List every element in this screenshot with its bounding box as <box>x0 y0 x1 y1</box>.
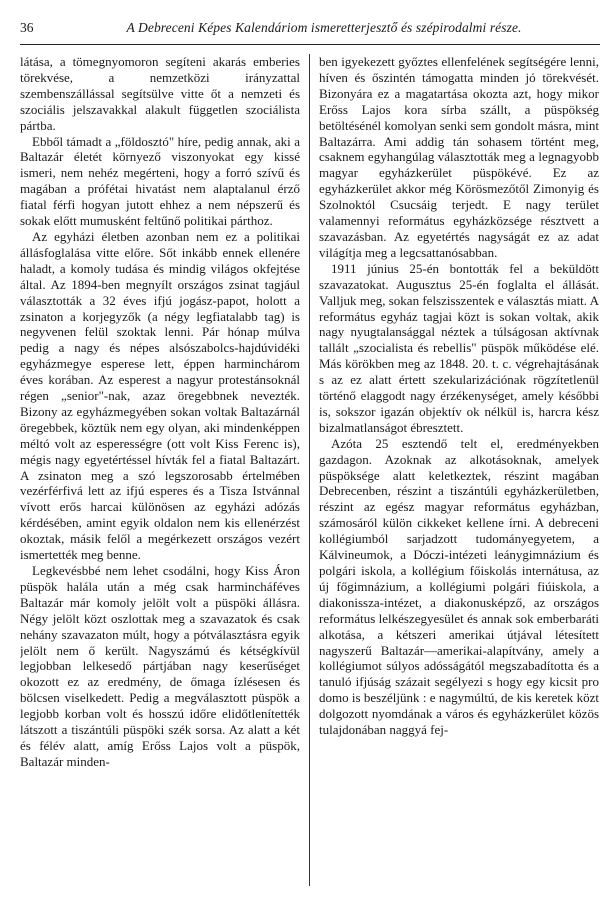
header-rule <box>20 44 600 45</box>
paragraph: látása, a tömegnyomoron segíteni akarás emberies törekvése, a nemzetközi irányzattal szembenszállással segítsülve vitte őt a nemzeti és szociális jelszavakkal alakult független szociálista pártba. <box>20 54 300 133</box>
running-title: A Debreceni Képes Kalendáriom ismeretterjesztő és szépirodalmi része. <box>126 20 522 35</box>
column-divider <box>309 54 310 886</box>
paragraph: Az egyházi életben azonban nem ez a politikai állásfoglalása vitte előre. Sőt inkább ennek ellenére haladt, a komoly tudása és mindig világos okfejtése által. Az 1894-ben megnyílt országos zsinat tagjául választották a 32 éves ifjú jogász-papot, holott a zsinaton a korjegyzők (a négy legfiatalabb tag) is negyvenen felül szoktak lenni. Pár hónap múlva pedig a nagy és népes alsószabolcs-hajdúvidéki egyházmegye esperese lett, éppen harminchárom éves korában. Az esperest a nagyur protestánsoknál régen „senior"-nak, azaz öregebbnek nevezték. Bizony az egyházmegyében sokan voltak Baltazárnál öregebbek, köztük nem egy olyan, aki mindenképpen méltó volt az esperességre (ott volt Kiss Ferenc is), mégis nagy egyetértéssel hívták fel a fiatal Baltazárt. A zsinaton meg a szó legszorosabb értelmében vezérférfivá lett az ifjú esperes és a Tisza Istvánnal vívott erős harcai különösen az egyházi adózás kérdésében, amint egyik oldalon nem kis ellenérzést okoztak, másik felől a megérkezett országos vezért ismertették meg benne. <box>20 228 300 563</box>
paragraph: Legkevésbbé nem lehet csodálni, hogy Kiss Áron püspök halála után a még csak harmincháféves Baltazár már komoly jelölt volt a püspöki állásra. Négy jelölt közt oszlottak meg a szavazatok és csak nehány szavazaton múlt, hogy a pótválasztásra egyik jelölt nem ő került. Nagyszámú és kétségkívül legjobban lelkesedő pártjában nagy keserűséget okozott ez az eredmény, de őmaga ízlésesen és bölcsen viselkedett. Pedig a megválasztott püspök a legjobb korban volt és hosszú időre elidőtlenítették látszott a tiszántúli püspöki szék sorsa. Az alatt a két és félév alatt, amíg Erőss Lajos volt a püspök, Baltazár minden- <box>20 563 300 769</box>
paragraph: Azóta 25 esztendő telt el, eredményekben gazdagon. Azoknak az alkotásoknak, amelyek püspöksége alatt keletkeztek, részint magában Debrecenben, részint a tiszántúli egyházkerületben, részint az egész magyar református egyházban, számosáról külön cikkeket kellene írni. A debreceni kollégiumból sarjadzott tudományegyetem, a Kálvineumok, a Dóczi-intézeti leánygimnázium és polgári iskola, a kollégium főiskolás internátusa, az új főgimnázium, a kollégiumi polgári fiúiskola, a diakonissza-intézet, a diakonusképző, az országos református lelkészegyesület és annak sok emberbaráti alkotása, a kétszeri amerikai útjával létesített nagyszerű Baltazár—amerikai-alapítvány, amely a kollégiumot súlyos adósságától megszabadította és a tanuló ifjúság százait segélyezi s hogy egy kicsit pro domo is beszéljünk : e nagymúltú, de kis keretek közt dolgozott nyomdának a város és egyházkerület közös tulajdonában naggyá fej- <box>319 435 599 738</box>
left-column <box>20 54 300 886</box>
paragraph: Ebből támadt a „földosztó" híre, pedig annak, aki a Baltazár életét környező viszonyokat egy kissé ismeri, nem nehéz megérteni, hogy a forró szívű és magában a prófétai hivatást nem alaptalanul érző fiatal férfi hogyan jutott ehhez a nem népszerű és sokak előtt mumusként feltűnő politikai párthoz. <box>20 133 300 229</box>
text-columns <box>20 54 600 886</box>
paragraph: 1911 június 25-én bontották fel a beküldött szavazatokat. Augusztus 25-én foglalta el állását. Valljuk meg, sokan felszisszentek e választás miatt. A református egyház tagjai közt is sokan voltak, akik nagy nyugtalansággal néztek a túlságosan aktívnak tallált „szocialista és rebellis" püspök működése elé. Más körökben meg az 1848. 20. t. c. végrehajtásának s az ez alatt értett szekularizációnak rögzítetlenül történő elaggodt nagy érzékenységet, amely későbbi is, sokszor igazán objektív ok nélkül is, harcra kész bizalmatlanságot ébresztett. <box>319 260 599 435</box>
page <box>20 18 600 888</box>
page-number: 36 <box>20 20 34 35</box>
page-header <box>20 18 600 38</box>
right-column <box>319 54 599 886</box>
paragraph: ben igyekezett győztes ellenfelének segítségére lenni, híven és őszintén támogatta minden jó törekvését. Bizonyára ez a magatartása okozta azt, hogy mikor Erőss Lajos kora sírba szállt, a püspökség betöltésénél komolyan senki sem gondolt másra, mint Baltazárra. Ami addig tán sohasem történt meg, csaknem egyhangúlag választották meg a legnagyobb magyar egyházkerület püspökévé. Ez az egyházkerület akkor még Körösmezőtől Zimonyig és Szolnoktól Csucsáig terjedt. E nagy terület valamennyi református egyházközsége résztvett a szavazásban. Az egyetértés nagyságát ez az adat világítja meg a legcsattanósabban. <box>319 54 599 260</box>
